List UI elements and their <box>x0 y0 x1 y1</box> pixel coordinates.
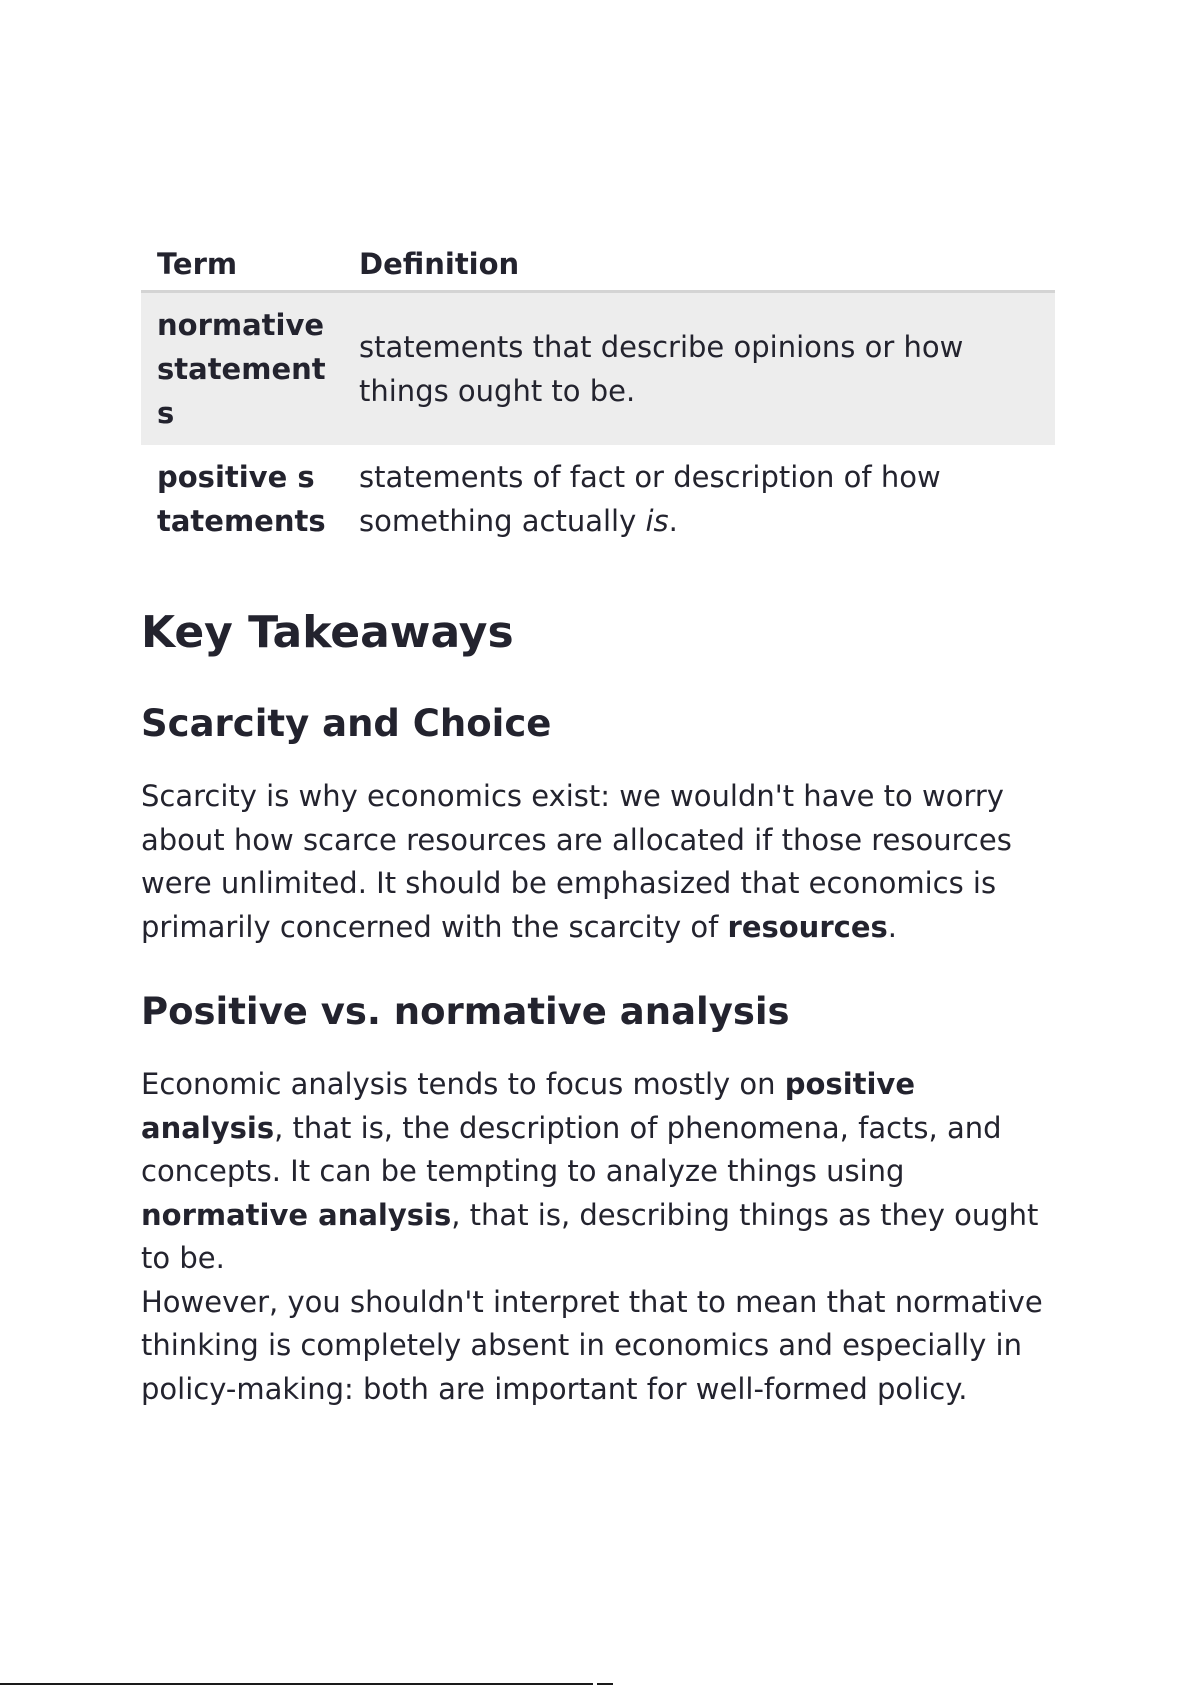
glossary-header-row <box>141 238 1055 292</box>
analysis-paragraph <box>141 1063 1055 1281</box>
definition-column-header: Definition <box>343 238 1055 292</box>
table-row <box>141 445 1055 553</box>
definition-text: statements of fact or description of how something actually <box>359 460 941 538</box>
scarcity-paragraph <box>141 775 1055 949</box>
scarcity-heading: Scarcity and Choice <box>141 702 552 745</box>
term-cell: positive statements <box>157 460 326 538</box>
term-cell: normative statements <box>141 292 343 446</box>
definition-cell <box>343 445 1055 553</box>
scarcity-punctuation: . <box>887 909 897 944</box>
term-column-header: Term <box>141 238 343 292</box>
key-takeaways-heading: Key Takeaways <box>141 607 514 658</box>
scarcity-text: Scarcity is why economics exist: we wouldn't have to worry about how scarce resources are allocated if those resources were unlimited. It should be emphasized that economics is primarily concerned with the scarcity of <box>141 779 1012 944</box>
normative-thinking-paragraph: However, you shouldn't interpret that to mean that normative thinking is completely absent in economics and especially in policy-making: both are important for well-formed policy. <box>141 1284 1043 1406</box>
analysis-text: , that is, describing things as they ought to be. <box>141 1197 1039 1275</box>
analysis-text: Economic analysis tends to focus mostly on <box>141 1067 785 1101</box>
analysis-text: , that is, the description of phenomena, facts, and concepts. It can be tempting to analyze things using <box>141 1110 1002 1188</box>
glossary-table <box>141 238 1055 553</box>
page-content <box>141 238 1055 1411</box>
normative-analysis-term: normative analysis <box>141 1197 452 1232</box>
positive-normative-heading: Positive vs. normative analysis <box>141 990 790 1033</box>
table-row <box>141 292 1055 446</box>
definition-punctuation: . <box>668 504 678 538</box>
scarcity-bold-term: resources <box>727 909 888 944</box>
positive-analysis-term: positive analysis <box>141 1067 916 1145</box>
definition-emphasis: is <box>645 504 669 538</box>
definition-cell: statements that describe opinions or how things ought to be. <box>343 292 1055 446</box>
